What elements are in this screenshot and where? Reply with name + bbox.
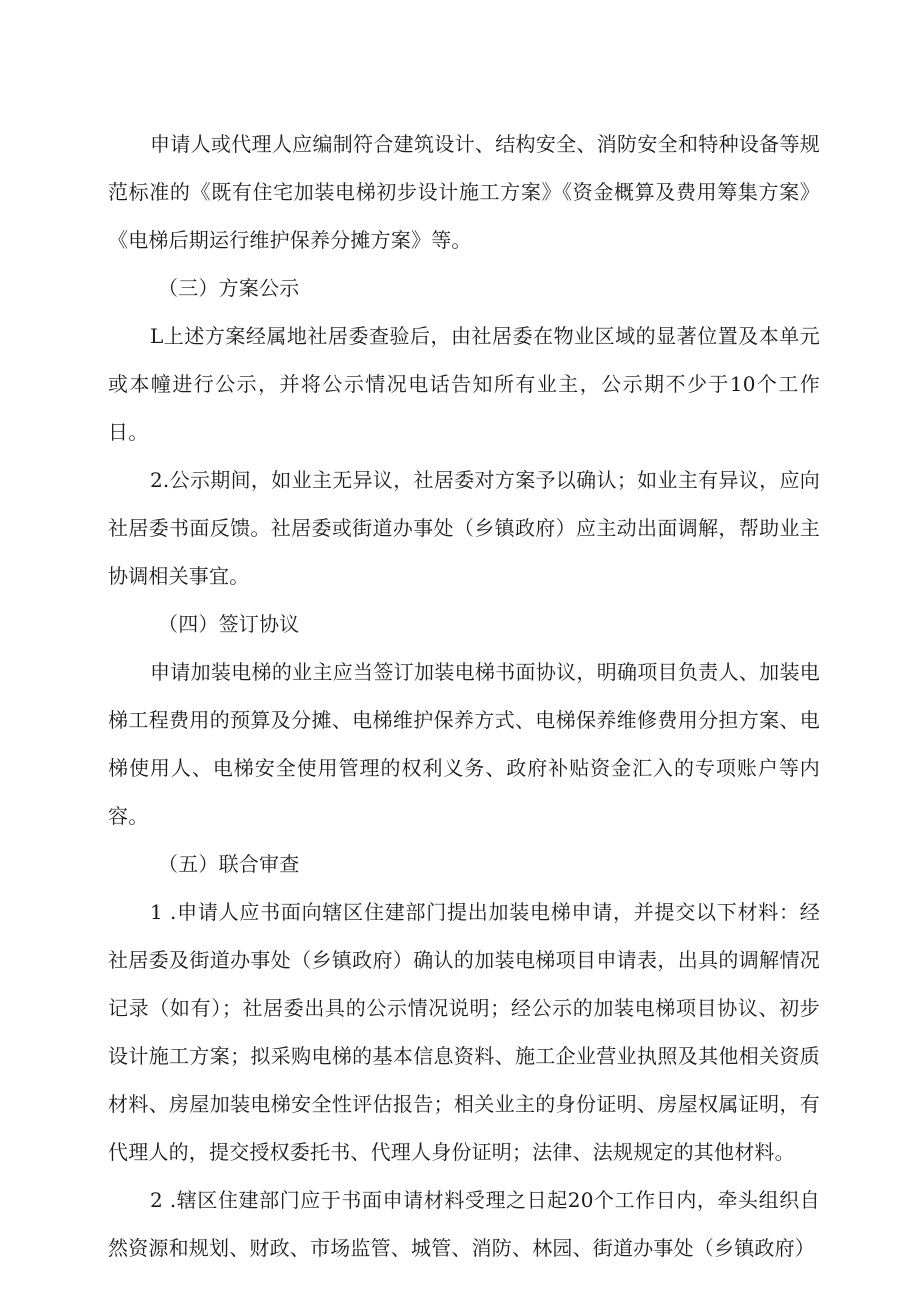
paragraph-publicity-1: L上述方案经属地社居委查验后，由社居委在物业区域的显著位置及本单元或本幢进行公示，并将公示情况电话告知所有业主，公示期不少于10个工作日。 xyxy=(108,324,820,444)
paragraph-review-2: 2 .辖区住建部门应于书面申请材料受理之日起20个工作日内，牵头组织自然资源和规划、财政、市场监管、城管、消防、林园、街道办事处（乡镇政府） xyxy=(108,1188,820,1260)
paragraph-design-plan: 申请人或代理人应编制符合建筑设计、结构安全、消防安全和特种设备等规范标准的《既有住宅加装电梯初步设计施工方案》《资金概算及费用筹集方案》《电梯后期运行维护保养分摊方案》等。 xyxy=(108,132,820,252)
paragraph-review-1: 1 .申请人应书面向辖区住建部门提出加装电梯申请，并提交以下材料：经社居委及街道办事处（乡镇政府）确认的加装电梯项目申请表，出具的调解情况记录（如有）；社居委出具的公示情况说明；经公示的加装电梯项目协议、初步设计施工方案；拟采购电梯的基本信息资料、施工企业营业执照及其他相关资质材料、房屋加装电梯安全性评估报告；相关业主的身份证明、房屋权属证明，有代理人的，提交授权委托书、代理人身份证明；法律、法规规定的其他材料。 xyxy=(108,900,820,1164)
paragraph-agreement: 申请加装电梯的业主应当签订加装电梯书面协议，明确项目负责人、加装电梯工程费用的预算及分摊、电梯维护保养方式、电梯保养维修费用分担方案、电梯使用人、电梯安全使用管理的权利义务、政府补贴资金汇入的专项账户等内容。 xyxy=(108,660,820,828)
section-heading-agreement: （四）签订协议 xyxy=(158,612,300,636)
document-body xyxy=(108,120,820,1272)
section-heading-publicity: （三）方案公示 xyxy=(158,276,300,300)
paragraph-publicity-2: 2.公示期间，如业主无异议，社居委对方案予以确认；如业主有异议，应向社居委书面反馈。社居委或街道办事处（乡镇政府）应主动出面调解，帮助业主协调相关事宜。 xyxy=(108,468,820,588)
section-heading-joint-review: （五）联合审查 xyxy=(158,852,300,876)
